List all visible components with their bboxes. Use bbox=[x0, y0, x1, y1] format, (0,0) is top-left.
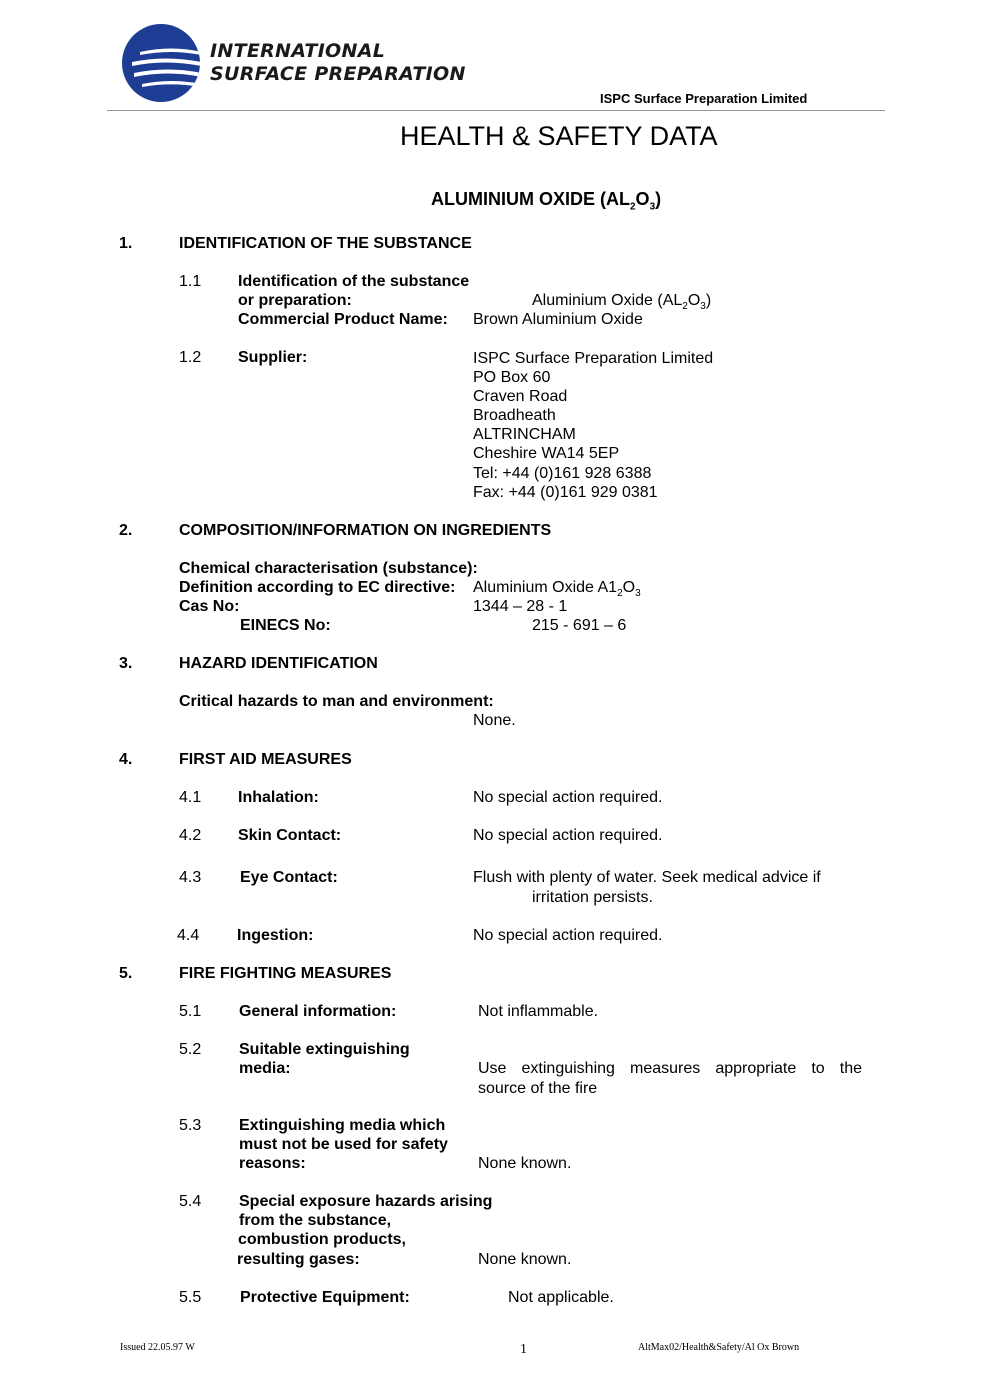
item-label: must not be used for safety bbox=[239, 1136, 448, 1153]
item-label: Identification of the substance bbox=[238, 273, 470, 290]
company-name: ISPC Surface Preparation Limited bbox=[600, 91, 808, 106]
item-value: Aluminium Oxide $A1_2O_3$ bbox=[473, 579, 641, 600]
item-number: 4.3 bbox=[179, 869, 202, 886]
item-label: combustion products, bbox=[238, 1231, 406, 1248]
item-label: resulting gases: bbox=[237, 1251, 360, 1268]
item-label: from the substance, bbox=[239, 1212, 392, 1229]
item-label: Protective Equipment: bbox=[240, 1289, 410, 1306]
item-value: None known. bbox=[478, 1251, 572, 1268]
address-line: Cheshire WA14 5EP bbox=[473, 445, 620, 463]
item-number: 4.1 bbox=[179, 789, 202, 806]
item-value: 1344 – 28 - 1 bbox=[473, 598, 568, 615]
logo-line-2: SURFACE PREPARATION bbox=[210, 63, 466, 85]
section-heading: IDENTIFICATION OF THE SUBSTANCE bbox=[179, 235, 472, 252]
item-value: None. bbox=[473, 712, 516, 729]
item-label: Extinguishing media which bbox=[239, 1117, 446, 1134]
item-label: Skin Contact: bbox=[238, 827, 342, 844]
section-number: 2. bbox=[119, 522, 133, 539]
item-number: 1.2 bbox=[179, 349, 202, 366]
item-label: Commercial Product Name: bbox=[238, 311, 448, 328]
item-value: Aluminium Oxide $(AL_2O_3)$ bbox=[532, 292, 712, 313]
address-line: ISPC Surface Preparation Limited bbox=[473, 350, 714, 367]
item-value: Not inflammable. bbox=[478, 1003, 599, 1020]
address-line: Broadheath bbox=[473, 407, 556, 425]
item-number: 5.3 bbox=[179, 1117, 202, 1134]
item-value: None known. bbox=[478, 1155, 572, 1172]
item-number: 5.4 bbox=[179, 1193, 202, 1210]
section-heading: FIRE FIGHTING MEASURES bbox=[179, 965, 392, 982]
item-value: Brown Aluminium Oxide bbox=[473, 311, 643, 328]
address-line: ALTRINCHAM bbox=[473, 426, 576, 444]
section-heading: COMPOSITION/INFORMATION ON INGREDIENTS bbox=[179, 522, 552, 539]
address-line: Tel: +44 (0)161 928 6388 bbox=[473, 464, 652, 482]
item-label: Cas No: bbox=[179, 598, 240, 615]
item-value: Use extinguishing measures appropriate to the bbox=[478, 1060, 862, 1077]
section-heading: HAZARD IDENTIFICATION bbox=[179, 655, 378, 672]
address-line: Craven Road bbox=[473, 388, 568, 406]
section-number: 1. bbox=[119, 235, 133, 252]
item-number: 4.4 bbox=[177, 927, 200, 944]
header-divider bbox=[107, 110, 885, 111]
item-value: 215 - 691 – 6 bbox=[532, 617, 627, 634]
item-value: Not applicable. bbox=[508, 1289, 614, 1306]
page-number: 1 bbox=[520, 1342, 527, 1357]
item-label: or preparation: bbox=[238, 292, 352, 309]
item-label: Ingestion: bbox=[237, 927, 314, 944]
item-label: media: bbox=[239, 1060, 291, 1077]
item-number: 5.1 bbox=[179, 1003, 202, 1020]
item-number: 5.5 bbox=[179, 1289, 202, 1306]
section-number: 3. bbox=[119, 655, 133, 672]
item-label: General information: bbox=[239, 1003, 397, 1020]
page-title: HEALTH & SAFETY DATA bbox=[400, 121, 718, 151]
item-value: source of the fire bbox=[478, 1080, 598, 1097]
item-value: No special action required. bbox=[473, 927, 663, 944]
section-number: 4. bbox=[119, 751, 133, 768]
item-label: Chemical characterisation (substance): bbox=[179, 560, 478, 577]
logo-line-1: INTERNATIONAL bbox=[210, 40, 386, 62]
item-value: No special action required. bbox=[473, 827, 663, 844]
item-label: EINECS No: bbox=[240, 617, 331, 634]
item-label: Special exposure hazards arising bbox=[239, 1193, 493, 1210]
supplier-address bbox=[473, 349, 713, 502]
item-label: Eye Contact: bbox=[240, 869, 338, 886]
address-line: PO Box 60 bbox=[473, 369, 551, 387]
item-label: Inhalation: bbox=[238, 789, 319, 806]
section-number: 5. bbox=[119, 965, 133, 982]
item-value: Flush with plenty of water. Seek medical advice if bbox=[473, 869, 821, 886]
item-label: reasons: bbox=[239, 1155, 306, 1172]
item-number: 4.2 bbox=[179, 827, 202, 844]
company-logo bbox=[120, 22, 202, 104]
item-label: Suitable extinguishing bbox=[239, 1041, 410, 1058]
substance-title: ALUMINIUM OXIDE $(AL_2O_3)$ bbox=[431, 189, 662, 213]
item-label: Critical hazards to man and environment: bbox=[179, 693, 494, 710]
section-heading: FIRST AID MEASURES bbox=[179, 751, 352, 768]
footer-reference: AltMax02/Health&Safety/Al Ox Brown bbox=[638, 1342, 800, 1353]
item-label: Definition according to EC directive: bbox=[179, 579, 456, 596]
address-line: Fax: +44 (0)161 929 0381 bbox=[473, 483, 658, 501]
item-label: Supplier: bbox=[238, 349, 308, 366]
item-number: 1.1 bbox=[179, 273, 202, 290]
footer-issued: Issued 22.05.97 W bbox=[120, 1342, 195, 1353]
item-value: No special action required. bbox=[473, 789, 663, 806]
item-value: irritation persists. bbox=[532, 889, 653, 906]
item-number: 5.2 bbox=[179, 1041, 202, 1058]
